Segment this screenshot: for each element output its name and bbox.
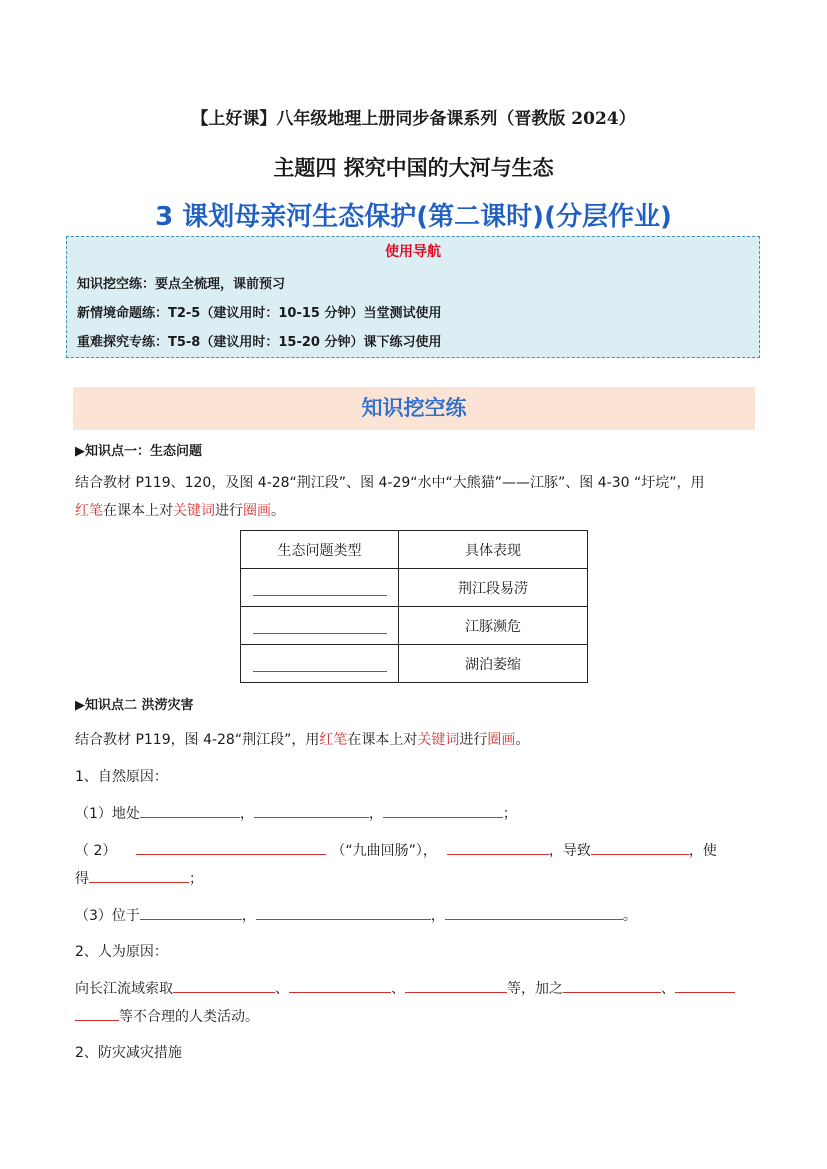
answer-blank[interactable]: [140, 905, 242, 920]
natural-causes-heading: 1、自然原因：: [75, 769, 168, 785]
keyword-text: 关键词: [417, 732, 460, 748]
human-causes-line: 向长江流域索取 、 、 等，加之 、: [75, 978, 775, 999]
knowledge-point-2-title: ▶知识点二 洪涝灾害: [75, 698, 194, 713]
red-pen-text: 红笔: [319, 732, 348, 748]
text-fragment: （1）地处: [75, 806, 140, 822]
answer-blank[interactable]: [383, 803, 503, 818]
guide-line-preview: 知识挖空练：要点全梳理，课前预习: [77, 277, 286, 292]
usage-guide-title: 使用导航: [385, 244, 441, 260]
text-fragment: 在课本上对: [103, 503, 173, 519]
text-fragment: ，导致: [548, 843, 591, 859]
table-answer-cell[interactable]: [241, 569, 399, 607]
table-row: [241, 645, 588, 683]
question-3: （3）位于 ， ， 。: [75, 905, 775, 926]
guide-line-classtest: 新情境命题练：T2-5（建议用时：10-15 分钟）当堂测试使用: [77, 306, 442, 321]
circle-text: 圈画: [487, 732, 516, 748]
answer-blank[interactable]: [675, 978, 735, 993]
table-row: [241, 569, 588, 607]
knowledge-point-1-title: ▶知识点一：生态问题: [75, 444, 202, 459]
answer-blank[interactable]: [591, 840, 689, 855]
text-fragment: ，使: [688, 843, 717, 859]
table-cell: 江豚濒危: [399, 607, 588, 645]
answer-blank[interactable]: [253, 651, 387, 672]
circle-text: 圈画: [243, 503, 271, 519]
text-fragment: 等，加之: [507, 981, 563, 997]
answer-blank[interactable]: [447, 840, 549, 855]
answer-blank[interactable]: [256, 905, 431, 920]
text-fragment: 。: [515, 732, 530, 748]
kp1-instructions-2: [75, 501, 775, 521]
answer-blank[interactable]: [173, 978, 275, 993]
text-fragment: 。: [271, 503, 285, 519]
human-causes-line-2: [75, 1006, 775, 1027]
table-header-cell: 生态问题类型: [241, 531, 399, 569]
measures-heading: 2、防灾减灾措施: [75, 1045, 182, 1061]
text-fragment: （ 2）: [75, 843, 117, 859]
table-header-row: [241, 531, 588, 569]
text-fragment: 进行: [215, 503, 243, 519]
answer-blank[interactable]: [253, 575, 387, 596]
answer-blank[interactable]: [140, 803, 240, 818]
question-1: （1）地处 ， ， ；: [75, 803, 775, 824]
kp2-instructions: [75, 730, 775, 750]
text-fragment: 在课本上对: [347, 732, 418, 748]
answer-blank[interactable]: [405, 978, 507, 993]
answer-blank[interactable]: [254, 803, 369, 818]
answer-blank[interactable]: [89, 868, 189, 883]
question-2-cont: 得 ；: [75, 868, 775, 889]
answer-blank[interactable]: [75, 1006, 119, 1021]
answer-blank[interactable]: [445, 905, 623, 920]
table-answer-cell[interactable]: [241, 607, 399, 645]
topic-title: 主题四 探究中国的大河与生态: [273, 156, 554, 180]
table-header-cell: 具体表现: [399, 531, 588, 569]
kp1-intro-line: 结合教材 P119、120，及图 4-28“荆江段”、图 4-29“水中“大熊猫”——江豚”、图 4-30 “圩垸”，用: [75, 475, 705, 491]
answer-blank[interactable]: [289, 978, 391, 993]
text-fragment: （“九曲回肠”），: [331, 843, 437, 859]
question-2: [75, 840, 775, 861]
usage-guide-box: [66, 236, 760, 358]
text-fragment: （3）位于: [75, 908, 140, 924]
table-row: [241, 607, 588, 645]
human-causes-heading: 2、人为原因：: [75, 944, 168, 960]
answer-blank[interactable]: [563, 978, 661, 993]
answer-blank[interactable]: [253, 613, 387, 634]
text-fragment: 得: [75, 871, 89, 887]
series-title: 【上好课】八年级地理上册同步备课系列（晋教版 2024）: [191, 109, 636, 129]
answer-blank[interactable]: [136, 840, 326, 855]
table-answer-cell[interactable]: [241, 645, 399, 683]
guide-line-homework: 重难探究专练：T5-8（建议用时：15-20 分钟）课下练习使用: [77, 335, 442, 350]
text-fragment: 向长江流域索取: [75, 981, 173, 997]
kp1-instructions: [75, 473, 775, 493]
table-cell: 荆江段易涝: [399, 569, 588, 607]
text-fragment: 等不合理的人类活动。: [119, 1009, 259, 1025]
text-fragment: 进行: [459, 732, 488, 748]
keyword-text: 关键词: [173, 503, 215, 519]
table-cell: 湖泊萎缩: [399, 645, 588, 683]
eco-problem-table: [240, 530, 588, 683]
red-pen-text: 红笔: [75, 503, 103, 519]
section-banner: 知识挖空练: [73, 387, 755, 430]
text-fragment: 结合教材 P119，图 4-28“荆江段”，用: [75, 732, 320, 748]
lesson-title: 3 课划母亲河生态保护(第二课时)(分层作业): [155, 202, 672, 232]
